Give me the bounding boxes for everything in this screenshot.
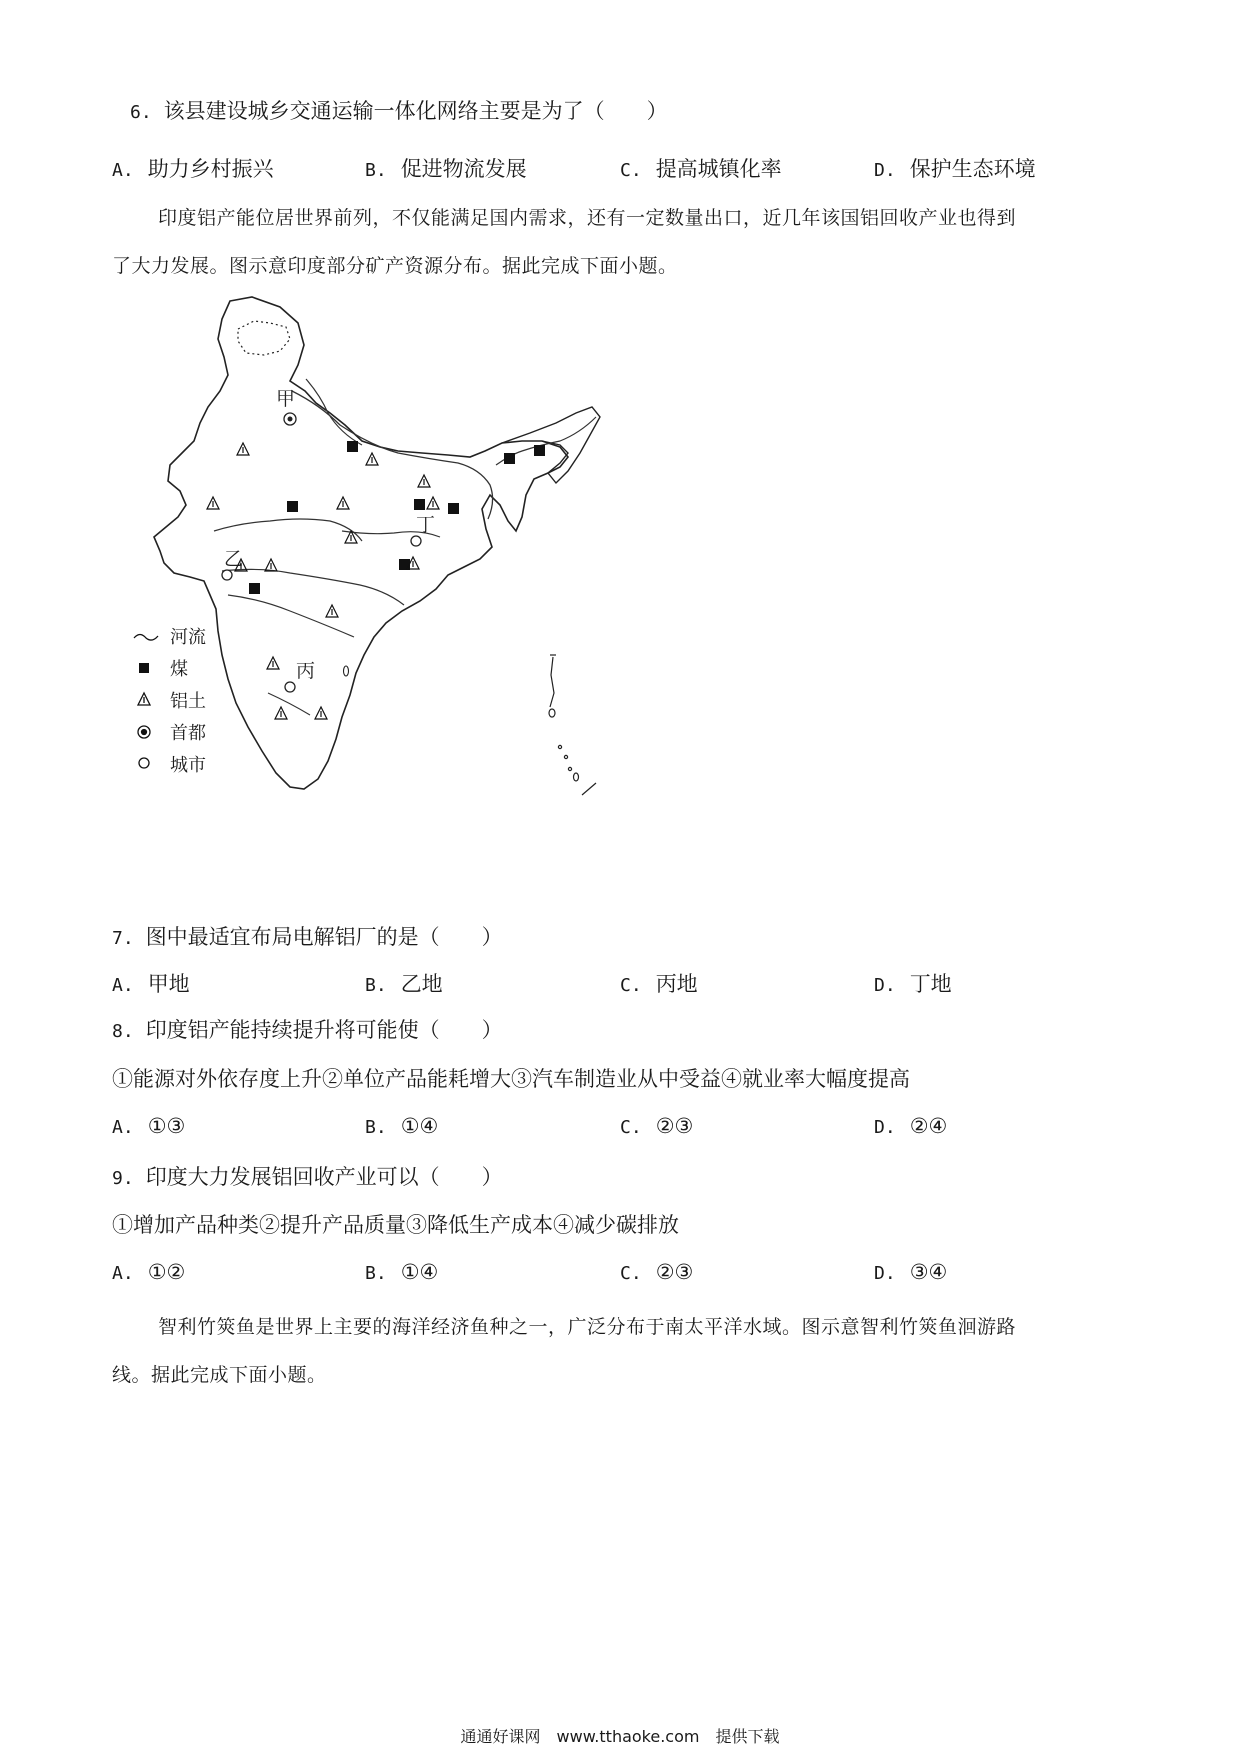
q8-option-d[interactable]: [874, 1114, 947, 1138]
capital-icon: [138, 726, 150, 738]
option-text: ③④: [909, 1260, 948, 1284]
option-label: D.: [874, 1117, 896, 1138]
option-text: ①④: [400, 1114, 439, 1138]
q8-text: 印度铝产能持续提升将可能使（ ）: [145, 1018, 503, 1042]
option-text: ①④: [400, 1260, 439, 1284]
bauxite-marker: [315, 707, 327, 719]
label-bing: 丙: [296, 660, 316, 682]
q7-option-c[interactable]: [620, 968, 698, 998]
option-text: 乙地: [400, 972, 443, 996]
q8-number: 8.: [112, 1021, 134, 1042]
option-text: 保护生态环境: [909, 157, 1036, 181]
intro1-line2: 了大力发展。图示意印度部分矿产资源分布。据此完成下面小题。: [112, 255, 678, 277]
bauxite-marker: [275, 707, 287, 719]
q9-option-c[interactable]: [620, 1260, 693, 1284]
q9-number: 9.: [112, 1168, 134, 1189]
coal-markers: [249, 441, 545, 594]
q9-option-b[interactable]: [365, 1260, 438, 1284]
q6-number: 6.: [130, 102, 152, 123]
kaveri-river: [268, 693, 310, 715]
legend-capital-label: 首都: [170, 723, 206, 744]
coal-marker: [448, 503, 459, 514]
option-text: 助力乡村振兴: [147, 157, 274, 181]
option-text: ②③: [655, 1114, 694, 1138]
bauxite-marker: [366, 453, 378, 465]
option-text: 提高城镇化率: [655, 157, 782, 181]
map-svg: [130, 295, 690, 905]
option-text: ②④: [909, 1114, 948, 1138]
city-icon: [139, 758, 149, 768]
option-text: ②③: [655, 1260, 694, 1284]
coal-marker: [414, 499, 425, 510]
bauxite-marker: [337, 497, 349, 509]
q6-stem: [130, 97, 668, 127]
q6-option-a[interactable]: [112, 153, 274, 183]
q7-option-d[interactable]: [874, 968, 952, 998]
q9-text: 印度大力发展铝回收产业可以（ ）: [145, 1165, 503, 1189]
bauxite-marker: [265, 559, 277, 571]
q7-option-b[interactable]: [365, 968, 443, 998]
q8-option-b[interactable]: [365, 1114, 438, 1138]
bauxite-marker: [207, 497, 219, 509]
bauxite-icon: [138, 693, 150, 705]
legend: [134, 635, 158, 769]
option-text: 丙地: [655, 972, 698, 996]
yamuna-river: [306, 379, 362, 445]
option-label: D.: [874, 975, 896, 996]
q9-stem: [112, 1163, 503, 1193]
q7-text: 图中最适宜布局电解铝厂的是（ ）: [145, 925, 503, 949]
label-yi: 乙: [224, 548, 244, 570]
capital-jia: [284, 413, 296, 425]
option-label: B.: [365, 975, 387, 996]
option-label: D.: [874, 160, 896, 181]
option-text: 丁地: [909, 972, 952, 996]
legend-bauxite-label: 铝土: [170, 691, 206, 712]
coal-icon: [139, 663, 149, 673]
river-icon: [134, 635, 158, 641]
option-label: B.: [365, 1263, 387, 1284]
option-label: C.: [620, 1263, 642, 1284]
q6-option-b[interactable]: [365, 153, 527, 183]
legend-river-label: 河流: [170, 627, 206, 648]
option-label: C.: [620, 160, 642, 181]
q7-option-a[interactable]: [112, 968, 190, 998]
q7-stem: [112, 923, 503, 953]
q9-option-a[interactable]: [112, 1260, 185, 1284]
option-label: C.: [620, 1117, 642, 1138]
coal-marker: [347, 441, 358, 452]
label-jia: 甲: [276, 388, 296, 410]
intro1-line1: 印度铝产能位居世界前列，不仅能满足国内需求，还有一定数量出口，近几年该国铝回收产业也得到: [158, 207, 1017, 229]
intro2-line1: 智利竹筴鱼是世界上主要的海洋经济鱼种之一，广泛分布于南太平洋水域。图示意智利竹筴鱼洄游路: [158, 1316, 1017, 1338]
q7-number: 7.: [112, 928, 134, 949]
option-label: B.: [365, 1117, 387, 1138]
coal-marker: [249, 583, 260, 594]
q6-option-c[interactable]: [620, 153, 782, 183]
coal-marker: [504, 453, 515, 464]
option-text: ①③: [147, 1114, 186, 1138]
coal-marker: [287, 501, 298, 512]
q8-stem: [112, 1016, 503, 1046]
q6-text: 该县建设城乡交通运输一体化网络主要是为了（ ）: [163, 99, 668, 123]
option-label: A.: [112, 1117, 134, 1138]
andaman-nicobar-islands: [549, 655, 596, 795]
narmada-river: [214, 519, 362, 541]
page-footer: 通通好课网 www.tthaoke.com 提供下载: [460, 1727, 780, 1746]
ganges-river: [292, 391, 493, 519]
city-yi: [222, 570, 232, 580]
kashmir-boundary: [238, 321, 290, 355]
option-label: D.: [874, 1263, 896, 1284]
option-label: A.: [112, 160, 134, 181]
coal-marker: [534, 445, 545, 456]
india-outline: [154, 297, 568, 789]
option-text: 促进物流发展: [400, 157, 527, 181]
q8-option-a[interactable]: [112, 1114, 185, 1138]
intro2-line2: 线。据此完成下面小题。: [112, 1364, 327, 1386]
label-ding: 丁: [416, 514, 436, 536]
bauxite-marker: [237, 443, 249, 455]
q9-statements: ①增加产品种类②提升产品质量③降低生产成本④减少碳排放: [112, 1213, 679, 1237]
bauxite-marker: [267, 657, 279, 669]
option-label: A.: [112, 1263, 134, 1284]
bauxite-markers: [207, 443, 439, 719]
q8-statements: ①能源对外依存度上升②单位产品能耗增大③汽车制造业从中受益④就业率大幅度提高: [112, 1067, 910, 1091]
legend-coal-label: 煤: [170, 659, 188, 680]
q9-option-d[interactable]: [874, 1260, 947, 1284]
city-bing: [285, 682, 295, 692]
india-mineral-map: [130, 295, 690, 905]
option-label: C.: [620, 975, 642, 996]
island-marker: [344, 666, 349, 676]
q8-option-c[interactable]: [620, 1114, 693, 1138]
q6-option-d[interactable]: [874, 153, 1036, 183]
option-label: A.: [112, 975, 134, 996]
legend-city-label: 城市: [170, 755, 206, 776]
krishna-river: [228, 595, 354, 637]
bauxite-marker: [418, 475, 430, 487]
bauxite-marker: [427, 497, 439, 509]
option-text: ①②: [147, 1260, 186, 1284]
option-label: B.: [365, 160, 387, 181]
option-text: 甲地: [147, 972, 190, 996]
coal-marker: [399, 559, 410, 570]
city-ding: [411, 536, 421, 546]
bauxite-marker: [326, 605, 338, 617]
